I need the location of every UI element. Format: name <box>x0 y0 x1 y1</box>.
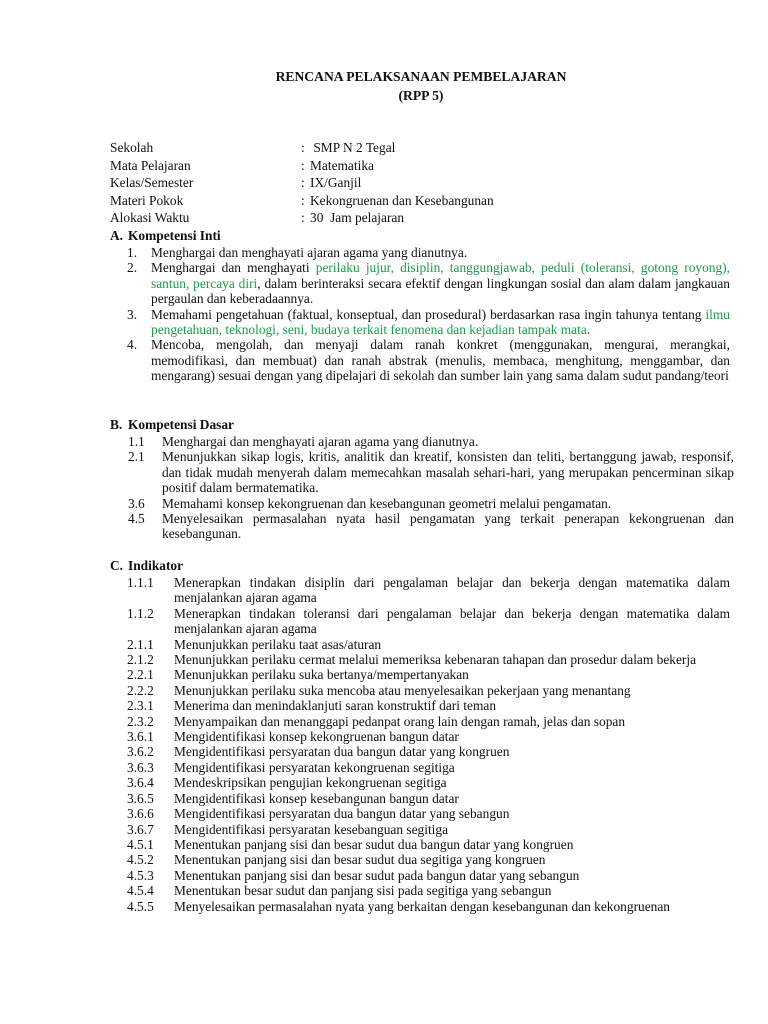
item-number: 1. <box>127 245 138 260</box>
item-text: Menentukan panjang sisi dan besar sudut dua bangun datar yang kongruen <box>174 836 574 852</box>
item-text: Memahami pengetahuan (faktual, konseptual, dan prosedural) berdasarkan rasa ingin tahunya tentang <box>151 306 706 322</box>
item-text: Menerima dan menindaklanjuti saran konstruktif dari teman <box>174 698 497 714</box>
identity-value: 30 Jam pelajaran <box>310 210 405 225</box>
section-title: Indikator <box>128 558 184 573</box>
document-title: RENCANA PELAKSANAAN PEMBELAJARAN <box>275 69 567 84</box>
item-text: Menentukan panjang sisi dan besar sudut pada bangun datar yang sebangun <box>174 867 580 883</box>
indikator-item <box>127 790 730 806</box>
item-text: Mengidentifikasi persyaratan kekongruenan segitiga <box>174 759 455 775</box>
item-number: 4.5.2 <box>127 852 154 868</box>
identity-colon: : <box>301 192 305 208</box>
document-subtitle: (RPP 5) <box>398 88 444 103</box>
item-text: Menyelesaikan permasalahan nyata yang berkaitan dengan kesebangunan dan kekongruenan <box>174 898 670 914</box>
item-text-highlight: perilaku jujur, disiplin, tanggungjawab, peduli (toleransi, gotong royong), santun, percaya diri <box>151 260 730 291</box>
identity-colon: : <box>301 157 305 173</box>
indikator-item <box>127 852 730 868</box>
kompetensi-inti-item <box>127 337 730 384</box>
section-heading-kompetensi-dasar <box>110 417 234 432</box>
item-text: Menunjukkan perilaku cermat melalui memeriksa kebenaran tahapan dan prosedur dalam bekerja <box>174 652 697 668</box>
kompetensi-dasar-item <box>128 495 734 511</box>
identity-value: IX/Ganjil <box>310 175 362 190</box>
item-text: Menentukan besar sudut dan panjang sisi pada segitiga yang sebangun <box>174 883 552 899</box>
item-number: 3.6 <box>128 495 145 511</box>
section-heading-indikator <box>110 558 183 573</box>
identity-table <box>110 139 494 227</box>
item-number: 1.1.1 <box>127 575 154 590</box>
indikator-item <box>127 867 730 883</box>
identity-colon: : <box>301 140 305 155</box>
item-number: 2.1 <box>128 449 145 465</box>
indikator-item <box>127 775 730 791</box>
kompetensi-dasar-list <box>128 434 734 542</box>
identity-row-kelas-semester <box>110 174 494 192</box>
item-text: Menyampaikan dan menanggapi pedanpat orang lain dengan ramah, jelas dan sopan <box>174 713 626 729</box>
item-number: 2.2.1 <box>127 667 154 683</box>
indikator-item <box>127 806 730 822</box>
item-text: Menghargai dan menghayati <box>151 260 316 276</box>
identity-label: Alokasi Waktu <box>110 210 190 225</box>
indikator-item <box>127 821 730 837</box>
kompetensi-inti-item <box>127 306 730 338</box>
section-title: Kompetensi Dasar <box>128 417 235 432</box>
indikator-item <box>127 744 730 760</box>
item-text: Menunjukkan perilaku suka bertanya/mempertanyakan <box>174 667 469 683</box>
indikator-item <box>127 729 730 745</box>
item-text: Mengidentifikasi konsep kesebangunan bangun datar <box>174 790 459 806</box>
item-number: 4.5.4 <box>127 883 154 899</box>
item-number: 3.6.6 <box>127 806 154 822</box>
indikator-item <box>127 836 730 852</box>
identity-label: Kelas/Semester <box>110 175 194 190</box>
identity-label: Materi Pokok <box>110 192 184 208</box>
section-heading-kompetensi-inti <box>110 228 221 243</box>
indikator-list <box>127 575 730 914</box>
identity-value: SMP N 2 Tegal <box>310 140 396 155</box>
indikator-item <box>127 682 730 698</box>
identity-row-sekolah <box>110 139 494 157</box>
indikator-item <box>127 759 730 775</box>
indikator-item <box>127 713 730 729</box>
identity-colon: : <box>301 210 305 225</box>
item-number: 3.6.5 <box>127 790 154 806</box>
indikator-item <box>127 605 730 637</box>
item-number: 3. <box>127 306 138 322</box>
item-text: Memahami konsep kekongruenan dan kesebangunan geometri melalui pengamatan. <box>162 495 612 511</box>
indikator-item <box>127 698 730 714</box>
item-number: 2.3.2 <box>127 713 154 729</box>
indikator-item <box>127 575 730 606</box>
item-number: 4.5 <box>128 511 145 527</box>
item-text: Menerapkan tindakan disiplin dari pengalaman belajar dan bekerja dengan matematika dalam menjalankan ajaran agama <box>174 575 730 606</box>
kompetensi-inti-list <box>127 245 730 384</box>
section-letter: C. <box>110 558 124 573</box>
item-number: 2. <box>127 260 138 276</box>
item-number: 3.6.7 <box>127 821 154 837</box>
item-text: Mengidentifikasi konsep kekongruenan bangun datar <box>174 729 459 745</box>
kompetensi-dasar-item <box>128 449 734 496</box>
item-text-rest: . <box>586 322 591 338</box>
item-text: Mengidentifikasi persyaratan kesebanguan segitiga <box>174 821 449 837</box>
item-text-rest: , dalam berinteraksi secara efektif dengan lingkungan sosial dan alam dalam jangkauan pergaulan dan keberadaannya. <box>151 275 730 307</box>
item-text: Menyelesaikan permasalahan nyata hasil pengamatan yang terkait penerapan kekongruenan dan kesebangunan. <box>162 511 734 542</box>
identity-colon: : <box>301 175 305 190</box>
indikator-item <box>127 636 730 652</box>
identity-row-mata-pelajaran <box>110 157 494 175</box>
item-number: 2.2.2 <box>127 682 154 698</box>
item-number: 2.1.1 <box>127 636 154 652</box>
item-text: Mengidentifikasi persyaratan dua bangun datar yang kongruen <box>174 744 510 760</box>
section-title: Kompetensi Inti <box>128 228 221 243</box>
item-number: 4. <box>127 337 138 353</box>
item-number: 4.5.1 <box>127 836 154 852</box>
item-number: 3.6.1 <box>127 729 154 745</box>
item-text: Mencoba, mengolah, dan menyaji dalam ranah konkret (menggunakan, mengurai, merangkai, memodifikasi, dan membuat) dan ranah abstrak (menulis, membaca, menghitung, menggambar, dan mengarang) sesuai dengan yang dipelajari di sekolah dan sumber lain yang sama dalam sudut pandang/teori <box>151 337 730 384</box>
identity-value: Kekongruenan dan Kesebangunan <box>310 192 494 208</box>
section-letter: A. <box>110 228 124 243</box>
kompetensi-inti-item <box>127 260 730 307</box>
item-text: Menghargai dan menghayati ajaran agama yang dianutnya. <box>151 245 468 260</box>
item-text: Menunjukkan perilaku suka mencoba atau menyelesaikan pekerjaan yang menantang <box>174 682 631 698</box>
item-number: 3.6.4 <box>127 775 154 791</box>
kompetensi-dasar-item <box>128 511 734 542</box>
item-number: 4.5.5 <box>127 898 154 914</box>
item-number: 2.1.2 <box>127 652 154 668</box>
identity-value: Matematika <box>310 157 374 173</box>
section-letter: B. <box>110 417 123 432</box>
indikator-item <box>127 898 730 914</box>
indikator-item <box>127 652 730 668</box>
item-text: Menghargai dan menghayati ajaran agama yang dianutnya. <box>162 434 479 449</box>
item-number: 3.6.2 <box>127 744 154 760</box>
item-text-highlight: ilmu pengetahuan, teknologi, seni, budaya terkait fenomena dan kejadian tampak mata <box>151 306 730 338</box>
kompetensi-inti-item <box>127 245 730 260</box>
item-number: 1.1 <box>128 434 145 449</box>
identity-row-alokasi-waktu <box>110 209 494 227</box>
item-text: Menunjukkan perilaku taat asas/aturan <box>174 636 382 652</box>
identity-row-materi-pokok <box>110 192 494 210</box>
item-number: 4.5.3 <box>127 867 154 883</box>
identity-label: Mata Pelajaran <box>110 157 191 173</box>
item-text: Mendeskripsikan pengujian kekongruenan segitiga <box>174 775 447 791</box>
item-text: Menunjukkan sikap logis, kritis, analitik dan kreatif, konsisten dan teliti, bertanggung jawab, responsif, dan tidak mudah menyerah dalam memecahkan masalah sehari-hari, yang merupakan pencerminan sikap positif dalam bermatematika. <box>162 449 734 496</box>
item-number: 1.1.2 <box>127 605 154 621</box>
kompetensi-dasar-item <box>128 434 734 449</box>
item-number: 3.6.3 <box>127 759 154 775</box>
item-text: Menerapkan tindakan toleransi dari pengalaman belajar dan bekerja dengan matematika dalam menjalankan ajaran agama <box>174 605 730 637</box>
item-text: Menentukan panjang sisi dan besar sudut dua segitiga yang kongruen <box>174 852 546 868</box>
identity-label: Sekolah <box>110 140 154 155</box>
item-number: 2.3.1 <box>127 698 154 714</box>
item-text: Mengidentifikasi persyaratan dua bangun datar yang sebangun <box>174 806 510 822</box>
indikator-item <box>127 667 730 683</box>
indikator-item <box>127 883 730 899</box>
